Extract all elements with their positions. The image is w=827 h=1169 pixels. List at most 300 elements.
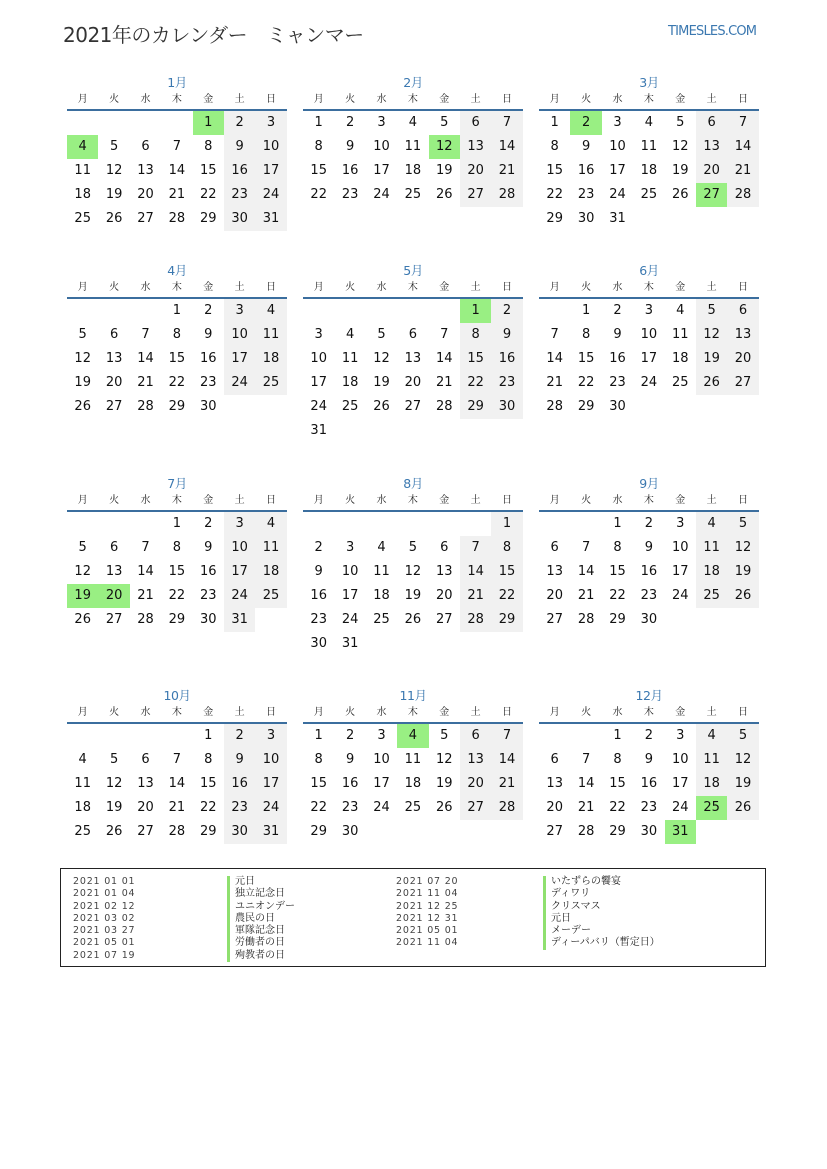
day-cell: 27	[546, 824, 563, 839]
weekday-label: 日	[502, 94, 513, 105]
empty-cell	[397, 299, 428, 323]
empty-cell	[570, 512, 601, 536]
day-cell: 1	[204, 728, 213, 743]
day-cell: 26	[435, 187, 453, 202]
empty-cell	[98, 512, 129, 536]
day-cell: 20	[105, 375, 123, 390]
day-cell: 30	[199, 399, 217, 414]
day-cell: 18	[74, 800, 91, 815]
day-cell: 18	[373, 588, 390, 603]
holiday-name: 独立記念日	[227, 888, 295, 900]
day-cell: 7	[440, 327, 449, 342]
empty-cell	[67, 724, 98, 748]
month-name: 9月	[639, 476, 659, 491]
weekday-label: 水	[612, 282, 623, 293]
empty-cell	[130, 724, 161, 748]
day-cell: 19	[435, 163, 453, 178]
day-cell: 26	[74, 612, 91, 627]
day-cell: 9	[581, 139, 591, 154]
day-cell: 15	[460, 347, 491, 371]
weekday-label: 木	[171, 282, 182, 293]
month-5	[303, 261, 523, 443]
day-cell: 23	[199, 375, 217, 390]
day-cell: 27	[546, 612, 563, 627]
day-cell: 7	[172, 139, 181, 154]
day-cell: 29	[546, 211, 563, 226]
day-cell: 21	[137, 375, 154, 390]
day-cell: 10	[341, 564, 359, 579]
day-cell: 31	[609, 211, 626, 226]
weekday-label: 日	[266, 495, 277, 506]
day-cell: 11	[671, 327, 689, 342]
holiday-date: 2021 01 01	[73, 876, 136, 887]
day-cell: 3	[676, 728, 685, 743]
weekday-label: 火	[345, 707, 356, 718]
empty-cell	[334, 512, 365, 536]
day-grid	[303, 724, 523, 844]
day-cell: 14	[577, 564, 595, 579]
holiday-name: ディーパバリ（暫定日）	[543, 937, 660, 949]
day-cell: 6	[550, 752, 559, 767]
day-cell: 11	[696, 536, 727, 560]
day-cell: 1	[550, 115, 559, 130]
day-cell: 18	[696, 772, 727, 796]
day-cell: 10	[671, 752, 689, 767]
weekday-label: 火	[581, 282, 592, 293]
day-cell: 30	[640, 824, 658, 839]
weekday-label: 土	[234, 495, 245, 506]
day-cell: 15	[546, 163, 563, 178]
day-cell: 23	[199, 588, 217, 603]
holiday-day: 12	[429, 135, 460, 159]
empty-cell	[366, 512, 397, 536]
holiday-name: 農民の日	[227, 913, 295, 925]
day-cell: 14	[491, 135, 522, 159]
day-cell: 3	[377, 115, 386, 130]
day-cell: 17	[224, 560, 255, 584]
day-cell: 1	[613, 728, 622, 743]
month-name: 3月	[639, 75, 659, 90]
day-cell: 11	[255, 323, 286, 347]
day-cell: 9	[204, 327, 213, 342]
day-cell: 7	[141, 327, 150, 342]
day-cell: 4	[696, 724, 727, 748]
weekday-label: 木	[643, 495, 654, 506]
weekday-label: 月	[313, 495, 324, 506]
day-cell: 16	[224, 159, 255, 183]
day-cell: 12	[404, 564, 422, 579]
holiday-date: 2021 05 01	[73, 937, 136, 949]
day-cell: 1	[314, 115, 323, 130]
weekday-label: 月	[549, 94, 560, 105]
day-cell: 16	[640, 564, 658, 579]
day-cell: 28	[460, 608, 491, 632]
day-cell: 8	[581, 327, 591, 342]
site-link[interactable]: TIMESLES.COM	[668, 24, 757, 39]
day-cell: 4	[644, 115, 653, 130]
holiday-day: 20	[98, 584, 129, 608]
day-cell: 12	[105, 163, 123, 178]
day-cell: 18	[255, 560, 286, 584]
day-cell: 16	[640, 776, 658, 791]
day-cell: 19	[435, 776, 453, 791]
holiday-date: 2021 03 02	[73, 912, 136, 924]
day-cell: 23	[310, 612, 327, 627]
day-cell: 12	[74, 564, 91, 579]
month-name: 8月	[403, 476, 423, 491]
weekday-header	[67, 92, 287, 111]
day-cell: 26	[435, 800, 453, 815]
day-cell: 24	[671, 588, 689, 603]
weekday-label: 木	[643, 707, 654, 718]
day-cell: 29	[491, 608, 522, 632]
day-cell: 25	[373, 612, 390, 627]
day-cell: 6	[109, 540, 119, 555]
weekday-label: 土	[234, 282, 245, 293]
day-cell: 19	[727, 772, 758, 796]
weekday-label: 土	[234, 94, 245, 105]
weekday-label: 月	[77, 707, 88, 718]
day-cell: 13	[727, 323, 758, 347]
weekday-label: 木	[171, 495, 182, 506]
day-cell: 18	[671, 351, 689, 366]
day-cell: 20	[727, 347, 758, 371]
day-cell: 8	[491, 536, 522, 560]
empty-cell	[130, 299, 161, 323]
day-cell: 25	[404, 800, 422, 815]
day-cell: 26	[727, 796, 758, 820]
day-cell: 4	[255, 299, 286, 323]
day-cell: 22	[310, 187, 327, 202]
weekday-label: 水	[140, 495, 151, 506]
weekday-label: 日	[502, 282, 513, 293]
holiday-day: 4	[397, 724, 428, 748]
weekday-label: 金	[439, 707, 450, 718]
day-cell: 1	[613, 516, 622, 531]
day-cell: 9	[345, 139, 355, 154]
day-cell: 19	[671, 163, 689, 178]
day-grid	[67, 299, 287, 419]
day-cell: 13	[404, 351, 422, 366]
day-cell: 10	[255, 748, 286, 772]
weekday-label: 金	[203, 94, 214, 105]
day-cell: 10	[373, 139, 390, 154]
day-grid	[539, 724, 759, 844]
weekday-label: 金	[675, 495, 686, 506]
holiday-date: 2021 11 04	[396, 888, 459, 900]
day-cell: 23	[577, 187, 595, 202]
day-cell: 30	[609, 399, 626, 414]
day-cell: 17	[373, 776, 390, 791]
day-cell: 9	[345, 752, 355, 767]
holiday-name: 殉教者の日	[227, 950, 295, 962]
day-cell: 5	[440, 115, 449, 130]
day-grid	[303, 512, 523, 656]
weekday-label: 火	[581, 707, 592, 718]
day-cell: 13	[105, 564, 123, 579]
empty-cell	[303, 299, 334, 323]
day-cell: 23	[341, 800, 359, 815]
weekday-header	[67, 705, 287, 724]
day-cell: 25	[640, 187, 658, 202]
day-cell: 22	[460, 371, 491, 395]
day-cell: 21	[577, 588, 595, 603]
day-cell: 28	[577, 612, 595, 627]
day-cell: 12	[696, 323, 727, 347]
weekday-label: 日	[738, 282, 749, 293]
empty-cell	[67, 111, 98, 135]
holiday-name: いたずらの饗宴	[543, 876, 660, 888]
day-cell: 15	[168, 564, 186, 579]
weekday-label: 木	[171, 94, 182, 105]
day-cell: 31	[310, 423, 327, 438]
month-9	[539, 474, 759, 632]
month-name: 5月	[403, 263, 423, 278]
day-cell: 5	[78, 327, 87, 342]
weekday-label: 月	[77, 282, 88, 293]
day-cell: 2	[613, 303, 622, 318]
day-cell: 14	[577, 776, 595, 791]
month-8	[303, 474, 523, 656]
day-cell: 10	[310, 351, 327, 366]
day-cell: 27	[727, 371, 758, 395]
day-cell: 14	[435, 351, 453, 366]
day-cell: 30	[577, 211, 595, 226]
day-cell: 15	[491, 560, 522, 584]
holiday-name: 元日	[227, 876, 295, 888]
weekday-label: 金	[203, 495, 214, 506]
weekday-label: 火	[581, 495, 592, 506]
day-cell: 22	[546, 187, 563, 202]
weekday-label: 土	[470, 707, 481, 718]
day-grid	[67, 512, 287, 632]
day-cell: 12	[671, 139, 689, 154]
holiday-day: 19	[67, 584, 98, 608]
weekday-label: 月	[549, 282, 560, 293]
day-cell: 23	[640, 800, 658, 815]
day-cell: 19	[74, 375, 91, 390]
day-cell: 16	[224, 772, 255, 796]
day-cell: 13	[696, 135, 727, 159]
day-cell: 31	[255, 207, 286, 231]
day-cell: 8	[204, 139, 213, 154]
day-cell: 10	[255, 135, 286, 159]
weekday-header	[67, 280, 287, 299]
day-cell: 1	[491, 512, 522, 536]
day-cell: 10	[373, 752, 390, 767]
weekday-label: 月	[313, 707, 324, 718]
empty-cell	[130, 512, 161, 536]
day-cell: 25	[696, 584, 727, 608]
day-cell: 7	[581, 540, 591, 555]
day-cell: 17	[341, 588, 359, 603]
day-cell: 14	[491, 748, 522, 772]
holiday-name: クリスマス	[543, 901, 660, 913]
day-cell: 22	[199, 800, 217, 815]
day-cell: 6	[141, 139, 150, 154]
day-cell: 3	[224, 299, 255, 323]
day-cell: 5	[78, 540, 87, 555]
day-cell: 10	[640, 327, 658, 342]
day-cell: 5	[727, 724, 758, 748]
holiday-date: 2021 05 01	[396, 925, 459, 937]
month-name: 2月	[403, 75, 423, 90]
day-cell: 24	[609, 187, 626, 202]
day-cell: 20	[137, 800, 154, 815]
weekday-header	[539, 493, 759, 512]
holiday-name: 軍隊記念日	[227, 925, 295, 937]
day-cell: 5	[109, 752, 119, 767]
day-cell: 2	[345, 728, 355, 743]
empty-cell	[539, 512, 570, 536]
empty-cell	[429, 512, 460, 536]
day-cell: 15	[310, 163, 327, 178]
day-cell: 13	[460, 135, 491, 159]
day-cell: 20	[546, 588, 563, 603]
weekday-label: 水	[376, 94, 387, 105]
weekday-label: 日	[738, 94, 749, 105]
day-cell: 11	[341, 351, 359, 366]
day-cell: 15	[609, 564, 626, 579]
weekday-label: 木	[171, 707, 182, 718]
day-cell: 16	[341, 163, 359, 178]
day-cell: 16	[341, 776, 359, 791]
day-cell: 13	[105, 351, 123, 366]
day-cell: 26	[671, 187, 689, 202]
day-cell: 29	[609, 612, 626, 627]
day-cell: 12	[435, 752, 453, 767]
day-cell: 8	[204, 752, 213, 767]
month-name: 11月	[399, 688, 427, 703]
day-cell: 23	[224, 183, 255, 207]
day-cell: 24	[310, 399, 327, 414]
day-cell: 21	[137, 588, 154, 603]
day-cell: 11	[74, 163, 91, 178]
day-cell: 30	[310, 636, 327, 651]
holiday-date: 2021 07 19	[73, 949, 136, 961]
day-cell: 16	[609, 351, 626, 366]
day-cell: 3	[613, 115, 622, 130]
empty-cell	[98, 111, 129, 135]
day-cell: 3	[224, 512, 255, 536]
day-cell: 19	[404, 588, 422, 603]
day-cell: 7	[172, 752, 181, 767]
day-cell: 28	[137, 612, 154, 627]
empty-cell	[67, 299, 98, 323]
weekday-label: 金	[203, 282, 214, 293]
weekday-label: 金	[675, 94, 686, 105]
day-cell: 13	[546, 564, 563, 579]
day-cell: 24	[255, 183, 286, 207]
empty-cell	[397, 512, 428, 536]
weekday-label: 木	[643, 282, 654, 293]
weekday-label: 火	[345, 495, 356, 506]
weekday-header	[303, 705, 523, 724]
day-cell: 7	[141, 540, 150, 555]
weekday-label: 木	[407, 94, 418, 105]
day-cell: 18	[404, 163, 422, 178]
day-cell: 14	[137, 564, 154, 579]
day-cell: 11	[640, 139, 658, 154]
day-cell: 2	[345, 115, 355, 130]
day-cell: 24	[373, 187, 390, 202]
day-cell: 3	[255, 724, 286, 748]
day-cell: 11	[404, 752, 422, 767]
day-cell: 25	[74, 824, 91, 839]
day-cell: 17	[373, 163, 390, 178]
day-cell: 15	[609, 776, 626, 791]
day-cell: 23	[341, 187, 359, 202]
day-cell: 10	[609, 139, 626, 154]
page-title: 2021年のカレンダー ミャンマー	[63, 23, 364, 47]
month-7	[67, 474, 287, 632]
day-cell: 16	[310, 588, 327, 603]
day-cell: 12	[105, 776, 123, 791]
day-cell: 22	[310, 800, 327, 815]
day-cell: 6	[440, 540, 449, 555]
day-cell: 28	[546, 399, 563, 414]
weekday-label: 月	[77, 495, 88, 506]
day-cell: 4	[676, 303, 685, 318]
day-cell: 27	[105, 399, 123, 414]
day-cell: 20	[435, 588, 453, 603]
weekday-label: 日	[738, 495, 749, 506]
day-cell: 20	[696, 159, 727, 183]
day-cell: 25	[74, 211, 91, 226]
day-cell: 26	[105, 211, 123, 226]
month-11	[303, 686, 523, 844]
day-cell: 18	[341, 375, 359, 390]
day-cell: 21	[435, 375, 453, 390]
weekday-header	[303, 493, 523, 512]
day-cell: 26	[373, 399, 390, 414]
day-cell: 21	[491, 772, 522, 796]
day-cell: 6	[696, 111, 727, 135]
day-cell: 4	[408, 115, 417, 130]
day-cell: 26	[105, 824, 123, 839]
day-cell: 17	[224, 347, 255, 371]
day-cell: 2	[491, 299, 522, 323]
day-cell: 8	[613, 752, 622, 767]
empty-cell	[303, 512, 334, 536]
month-name: 6月	[639, 263, 659, 278]
empty-cell	[460, 512, 491, 536]
month-name: 10月	[163, 688, 191, 703]
holiday-name: ユニオンデー	[227, 901, 295, 913]
empty-cell	[429, 299, 460, 323]
day-cell: 9	[224, 748, 255, 772]
weekday-label: 火	[345, 282, 356, 293]
day-cell: 29	[199, 211, 217, 226]
day-cell: 15	[168, 351, 186, 366]
day-cell: 4	[696, 512, 727, 536]
day-cell: 12	[74, 351, 91, 366]
weekday-label: 土	[470, 282, 481, 293]
day-cell: 11	[74, 776, 91, 791]
day-cell: 4	[345, 327, 355, 342]
holiday-day: 31	[665, 820, 696, 844]
day-cell: 11	[373, 564, 390, 579]
day-cell: 4	[78, 752, 87, 767]
month-3	[539, 73, 759, 231]
day-cell: 30	[224, 820, 255, 844]
day-grid	[539, 299, 759, 419]
day-cell: 9	[314, 564, 323, 579]
day-cell: 12	[373, 351, 390, 366]
day-cell: 5	[377, 327, 386, 342]
day-cell: 19	[105, 800, 123, 815]
day-cell: 6	[408, 327, 417, 342]
